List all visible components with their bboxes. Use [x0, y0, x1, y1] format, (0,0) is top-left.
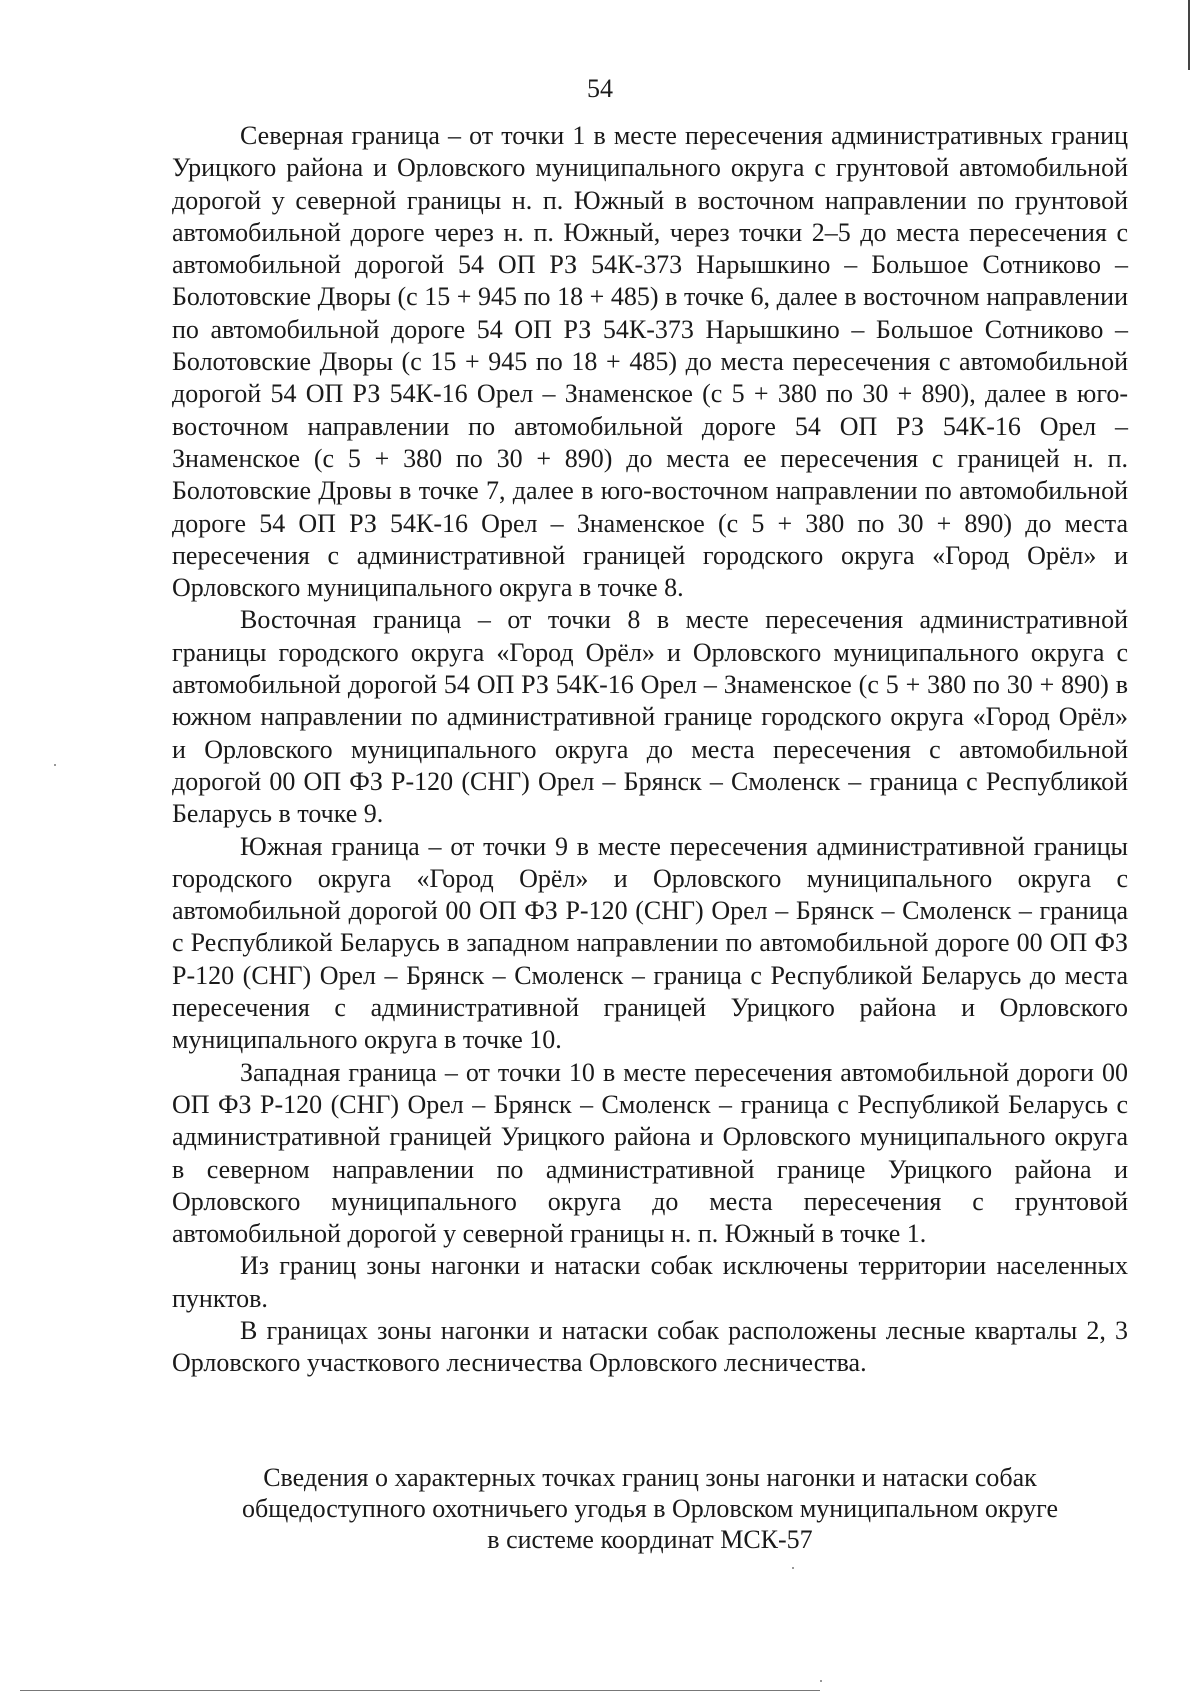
paragraph-east-boundary: Восточная граница – от точки 8 в месте пересечения административной границы городского округа «Город Орёл» и Орловского муниципального округа с автомобильной дорогой 54 ОП РЗ 54К-16 Орел – Знаменское (с 5 + 380 по 30 + 890) в южном направлении по административной границе городского округа «Город Орёл» и Орловского муниципального округа до места пересечения с автомобильной дорогой 00 ОП ФЗ Р-120 (СНГ) Орел – Брянск – Смоленск – граница с Республикой Беларусь в точке 9.	[172, 605, 1128, 829]
caption-line-3: в системе координат МСК-57	[487, 1525, 813, 1554]
paragraph-west-boundary: Западная граница – от точки 10 в месте пересечения автомобильной дороги 00 ОП ФЗ Р-120 (СНГ) Орел – Брянск – Смоленск – граница с Республикой Беларусь с административной границей Урицкого района и Орловского муниципального округа в северном направлении по административной границе Урицкого района и Орловского муниципального округа до места пересечения с грунтовой автомобильной дорогой у северной границы н. п. Южный в точке 1.	[172, 1057, 1128, 1249]
scan-speck	[54, 764, 56, 766]
paragraph-south-boundary: Южная граница – от точки 9 в месте пересечения административной границы городского округа «Город Орёл» и Орловского муниципального округа с автомобильной дорогой 00 ОП ФЗ Р-120 (СНГ) Орел – Брянск – Смоленск – граница с Республикой Беларусь в западном направлении по автомобильной дороге 00 ОП ФЗ Р-120 (СНГ) Орел – Брянск – Смоленск – граница с Республикой Беларусь до места пересечения с административной границей Урицкого района и Орловского муниципального округа в точке 10.	[172, 831, 1128, 1055]
scan-speck	[820, 1680, 822, 1682]
scan-speck	[792, 1567, 794, 1569]
caption-line-2: общедоступного охотничьего угодья в Орловском муниципальном округе	[241, 1494, 1058, 1523]
caption-line-1: Сведения о характерных точках границ зоны нагонки и натаски собак	[263, 1463, 1037, 1492]
scan-bottom-line	[20, 1690, 820, 1691]
scan-edge-line	[1188, 0, 1190, 70]
body-text	[172, 120, 1128, 1380]
paragraph-forest-quarters: В границах зоны нагонки и натаски собак расположены лесные кварталы 2, 3 Орловского участкового лесничества Орловского лесничества.	[172, 1315, 1128, 1378]
paragraph-exclusions: Из границ зоны нагонки и натаски собак исключены территории населенных пунктов.	[172, 1251, 1128, 1313]
table-caption	[172, 1462, 1128, 1555]
paragraph-north-boundary: Северная граница – от точки 1 в месте пересечения административных границ Урицкого района и Орловского муниципального округа с грунтовой автомобильной дорогой у северной границы н. п. Южный в восточном направлении по грунтовой автомобильной дороге через н. п. Южный, через точки 2–5 до места пересечения с автомобильной дорогой 54 ОП РЗ 54К-373 Нарышкино – Большое Сотниково – Болотовские Дворы (с 15 + 945 по 18 + 485) в точке 6, далее в восточном направлении по автомобильной дороге 54 ОП РЗ 54К-373 Нарышкино – Большое Сотниково – Болотовские Дворы (с 15 + 945 по 18 + 485) до места пересечения с автомобильной дорогой 54 ОП РЗ 54К-16 Орел – Знаменское (с 5 + 380 по 30 + 890), далее в юго-восточном направлении по автомобильной дороге 54 ОП РЗ 54К-16 Орел – Знаменское (с 5 + 380 по 30 + 890) до места ее пересечения с границей н. п. Болотовские Дровы в точке 7, далее в юго-восточном направлении по автомобильной дороге 54 ОП РЗ 54К-16 Орел – Знаменское (с 5 + 380 по 30 + 890) до места пересечения с административной границей городского округа «Город Орёл» и Орловского муниципального округа в точке 8.	[172, 121, 1128, 603]
page-number: 54	[587, 74, 613, 103]
